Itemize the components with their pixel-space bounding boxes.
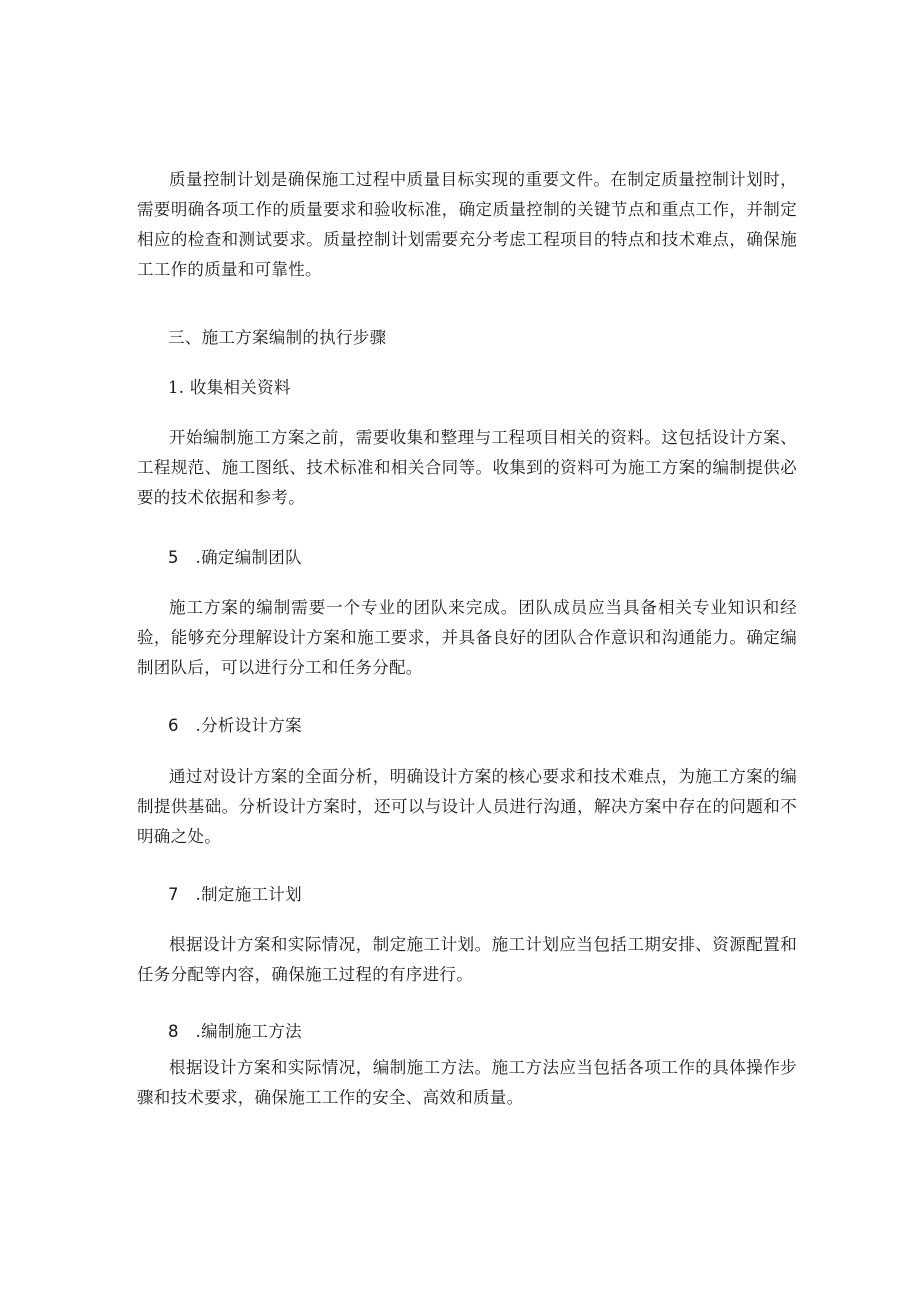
- step-8-title: .编制施工方法: [195, 1022, 302, 1041]
- step-8-heading: [168, 1017, 302, 1047]
- step-5-body: 施工方案的编制需要一个专业的团队来完成。团队成员应当具备相关专业知识和经验，能够充分理解设计方案和施工要求，并具备良好的团队合作意识和沟通能力。确定编制团队后，可以进行分工和任务分配。: [137, 598, 797, 677]
- step-7-heading: [168, 880, 302, 910]
- step-7-body: 根据设计方案和实际情况，制定施工计划。施工计划应当包括工期安排、资源配置和任务分配等内容，确保施工过程的有序进行。: [137, 935, 797, 984]
- step-5-title: .确定编制团队: [195, 548, 302, 567]
- step-1-body: 开始编制施工方案之前，需要收集和整理与工程项目相关的资料。这包括设计方案、工程规范、施工图纸、技术标准和相关合同等。收集到的资料可为施工方案的编制提供必要的技术依据和参考。: [137, 428, 797, 507]
- step-5-number: 5: [168, 548, 179, 567]
- step-5-heading: [168, 543, 302, 573]
- step-6-title: .分析设计方案: [195, 716, 302, 735]
- step-6-heading: [168, 711, 302, 741]
- step-7-title: .制定施工计划: [195, 885, 302, 904]
- step-8-body: 根据设计方案和实际情况，编制施工方法。施工方法应当包括各项工作的具体操作步骤和技术要求，确保施工工作的安全、高效和质量。: [137, 1058, 797, 1107]
- step-7-number: 7: [168, 885, 179, 904]
- step-6-body: 通过对设计方案的全面分析，明确设计方案的核心要求和技术难点，为施工方案的编制提供基础。分析设计方案时，还可以与设计人员进行沟通，解决方案中存在的问题和不明确之处。: [137, 767, 797, 846]
- intro-paragraph: 质量控制计划是确保施工过程中质量目标实现的重要文件。在制定质量控制计划时，需要明确各项工作的质量要求和验收标准，确定质量控制的关键节点和重点工作，并制定相应的检查和测试要求。质量控制计划需要充分考虑工程项目的特点和技术难点，确保施工工作的质量和可靠性。: [137, 170, 797, 279]
- step-1-title: 1. 收集相关资料: [168, 378, 291, 397]
- step-6-number: 6: [168, 716, 179, 735]
- step-8-number: 8: [168, 1022, 179, 1041]
- section-title: 三、施工方案编制的执行步骤: [168, 328, 387, 347]
